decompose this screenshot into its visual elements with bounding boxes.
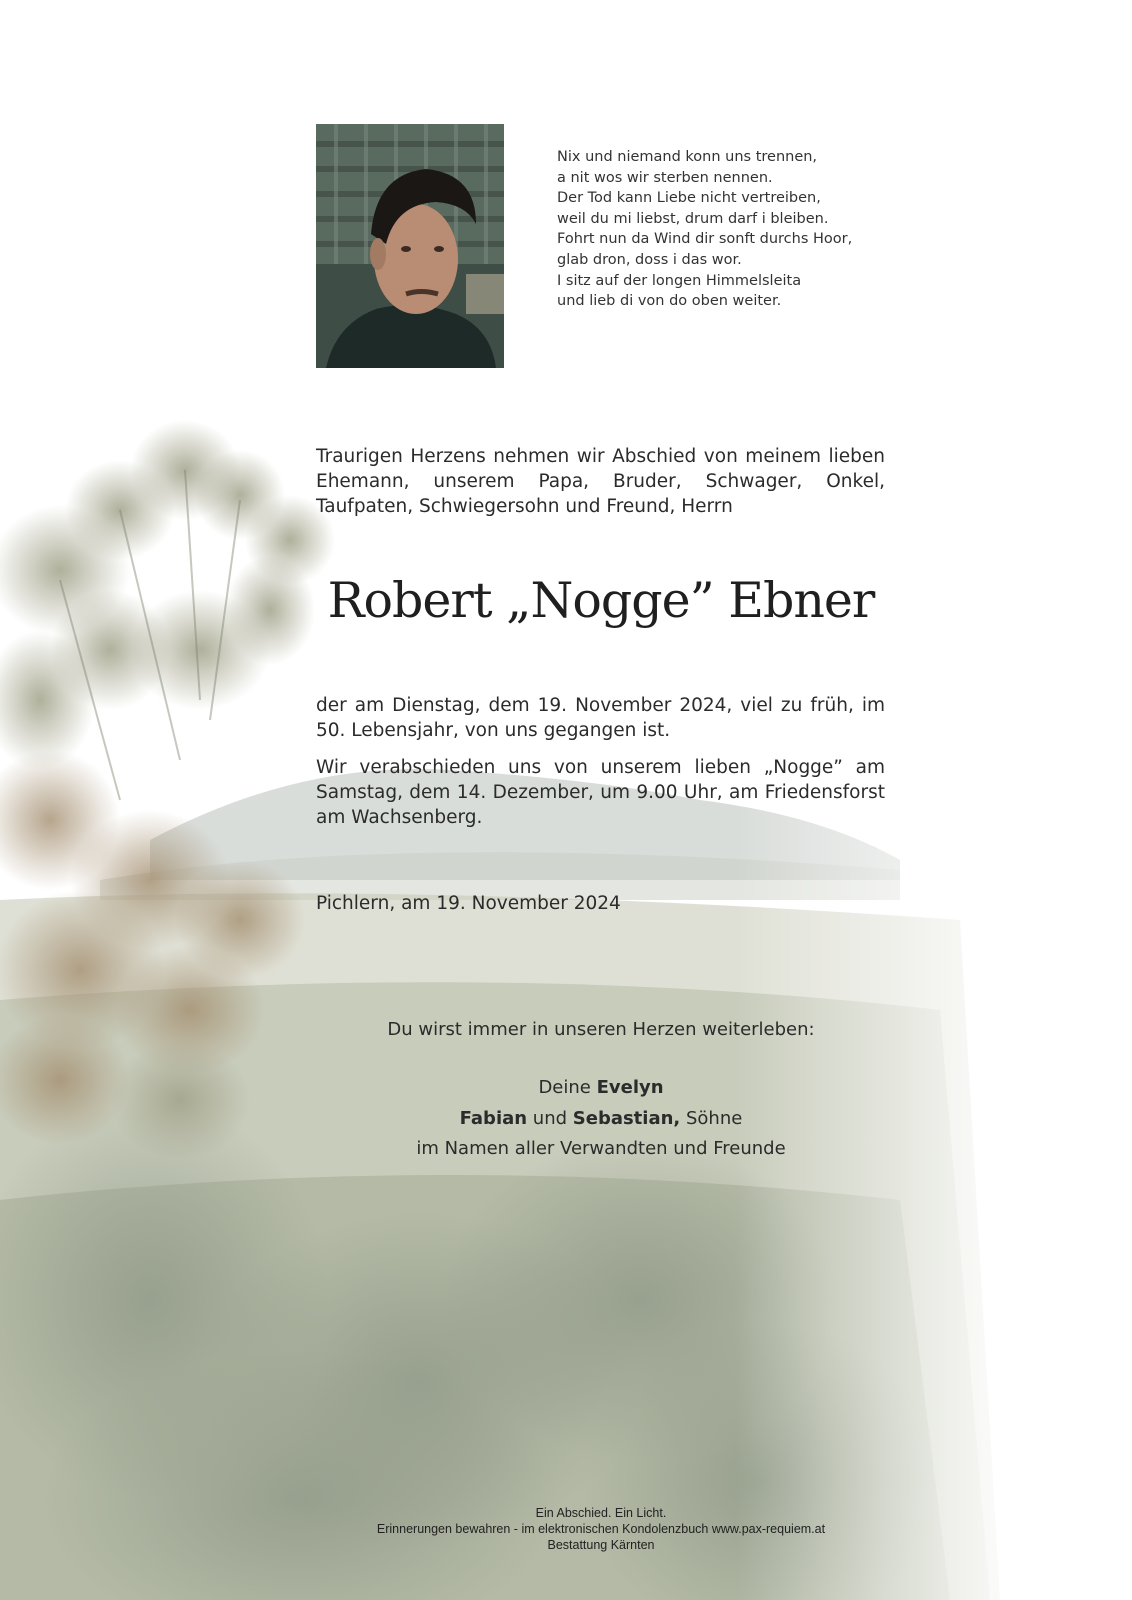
poem-line: weil du mi liebst, drum darf i bleiben.	[557, 210, 829, 227]
poem-line: Fohrt nun da Wind dir sonft durchs Hoor,	[557, 231, 853, 248]
footer-line-3: Bestattung Kärnten	[547, 1538, 655, 1552]
poem-line: glab dron, doss i das wor.	[557, 251, 742, 268]
family-prefix: Deine	[538, 1077, 597, 1098]
poem	[557, 147, 887, 312]
deceased-name: Robert „Nogge” Ebner	[327, 572, 875, 629]
family-name-son-2: Sebastian,	[572, 1107, 681, 1129]
footer-line-2: Erinnerungen bewahren - im elektronischen Kondolenzbuch www.pax-requiem.at	[376, 1522, 826, 1536]
family-name-wife: Evelyn	[596, 1077, 664, 1098]
farewell-announcement: Wir verabschieden uns von unserem lieben „Nogge” am Samstag, dem 14. Dezember, um 9.00 Uhr, am Friedensforst am Wachsenberg.	[316, 757, 885, 828]
poem-line: I sitz auf der longen Himmelsleita	[557, 272, 802, 289]
closing-line: Du wirst immer in unseren Herzen weiterleben:	[387, 1019, 815, 1040]
family-signatures	[316, 1073, 886, 1165]
portrait-photo	[316, 124, 504, 368]
poem-line: a nit wos wir sterben nennen.	[557, 169, 773, 186]
footer-line-1: Ein Abschied. Ein Licht.	[535, 1506, 667, 1520]
poem-line: und lieb di von do oben weiter.	[557, 293, 782, 310]
footer	[316, 1505, 886, 1553]
poem-line: Der Tod kann Liebe nicht vertreiben,	[557, 190, 821, 207]
family-connector: und	[527, 1107, 573, 1129]
place-and-date: Pichlern, am 19. November 2024	[316, 893, 621, 914]
poem-line: Nix und niemand konn uns trennen,	[557, 149, 818, 165]
family-relation: Söhne	[680, 1107, 743, 1129]
family-line-3: im Namen aller Verwandten und Freunde	[416, 1138, 786, 1159]
family-line-2	[316, 1104, 886, 1135]
death-announcement: der am Dienstag, dem 19. November 2024, viel zu früh, im 50. Lebensjahr, von uns gegangen ist.	[316, 695, 885, 741]
intro-text: Traurigen Herzens nehmen wir Abschied von meinem lieben Ehemann, unserem Papa, Bruder, Schwager, Onkel, Taufpaten, Schwiegersohn und Freund, Herrn	[316, 446, 885, 517]
family-line-1	[316, 1073, 886, 1104]
family-name-son-1: Fabian	[459, 1107, 528, 1129]
